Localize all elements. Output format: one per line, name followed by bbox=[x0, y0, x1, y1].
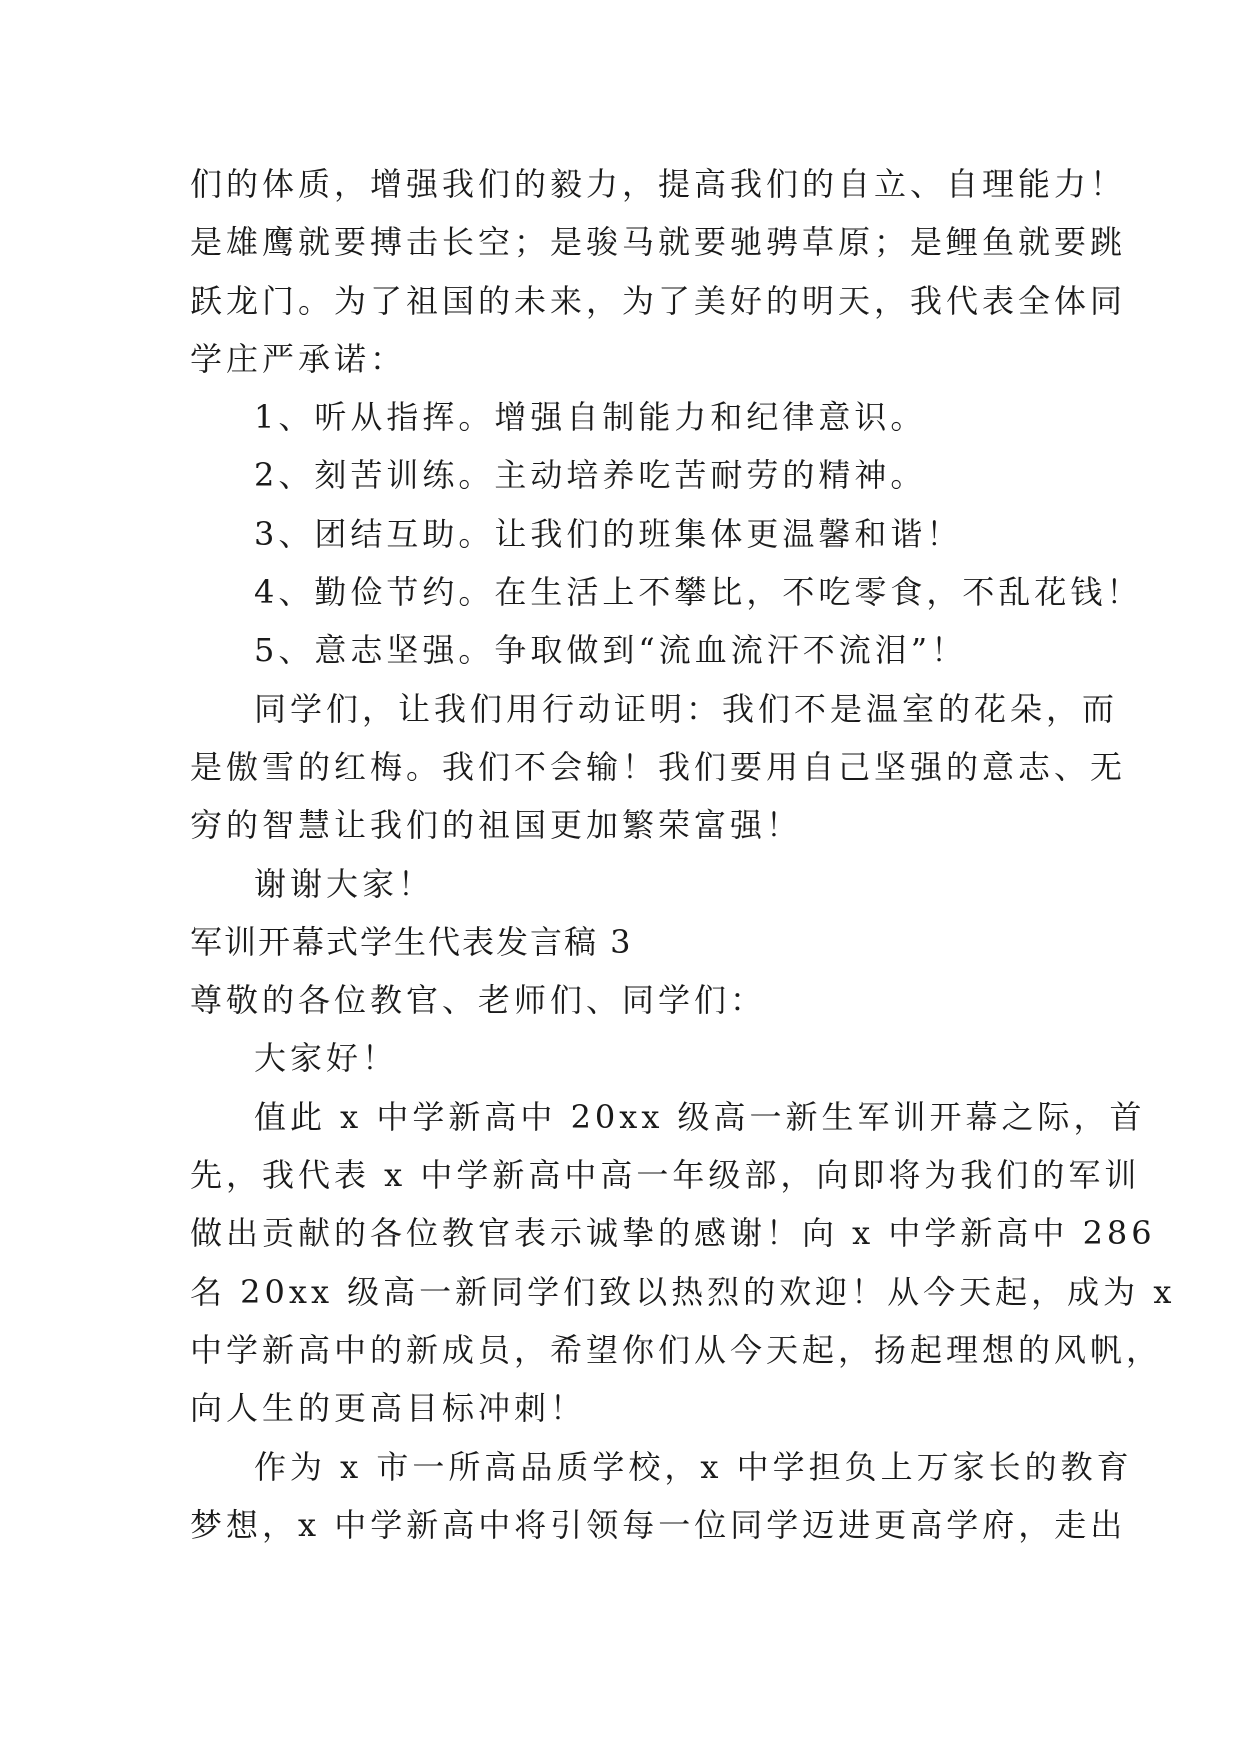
paragraph-line: 名 20xx 级高一新同学们致以热烈的欢迎！从今天起，成为 x bbox=[190, 1272, 1176, 1311]
paragraph-line: 值此 x 中学新高中 20xx 级高一新生军训开幕之际，首 bbox=[254, 1097, 1146, 1136]
greeting: 大家好！ bbox=[254, 1039, 399, 1078]
paragraph-line: 作为 x 市一所高品质学校，x 中学担负上万家长的教育 bbox=[254, 1447, 1133, 1486]
promise-item-1: 1、听从指挥。增强自制能力和纪律意识。 bbox=[254, 398, 927, 437]
promise-item-5: 5、意志坚强。争取做到“流血流汗不流泪”！ bbox=[254, 631, 968, 670]
promise-item-3: 3、团结互助。让我们的班集体更温馨和谐！ bbox=[254, 514, 963, 553]
paragraph-line: 中学新高中的新成员，希望你们从今天起，扬起理想的风帆， bbox=[190, 1330, 1163, 1369]
paragraph-line: 是雄鹰就要搏击长空；是骏马就要驰骋草原；是鲤鱼就要跳 bbox=[190, 223, 1127, 262]
paragraph-line: 穷的智慧让我们的祖国更加繁荣富强！ bbox=[190, 806, 803, 845]
paragraph-line: 同学们，让我们用行动证明：我们不是温室的花朵，而 bbox=[254, 689, 1119, 728]
paragraph-line: 跃龙门。为了祖国的未来，为了美好的明天，我代表全体同 bbox=[190, 281, 1127, 320]
document-page bbox=[190, 155, 1176, 1554]
paragraph-line: 学庄严承诺： bbox=[190, 339, 407, 378]
salutation: 尊敬的各位教官、老师们、同学们： bbox=[190, 981, 767, 1020]
paragraph-line: 向人生的更高目标冲刺！ bbox=[190, 1389, 587, 1428]
paragraph-line: 们的体质，增强我们的毅力，提高我们的自立、自理能力！ bbox=[190, 165, 1127, 203]
promise-item-4: 4、勤俭节约。在生活上不攀比，不吃零食，不乱花钱！ bbox=[254, 573, 1143, 612]
paragraph-line: 是傲雪的红梅。我们不会输！我们要用自己坚强的意志、无 bbox=[190, 747, 1127, 786]
promise-item-2: 2、刻苦训练。主动培养吃苦耐劳的精神。 bbox=[254, 456, 927, 495]
paragraph-line: 梦想，x 中学新高中将引领每一位同学迈进更高学府，走出 bbox=[190, 1505, 1127, 1544]
thanks-line: 谢谢大家！ bbox=[254, 864, 435, 903]
paragraph-line: 先，我代表 x 中学新高中高一年级部，向即将为我们的军训 bbox=[190, 1156, 1141, 1195]
section-title: 军训开幕式学生代表发言稿 3 bbox=[190, 922, 633, 961]
paragraph-line: 做出贡献的各位教官表示诚挚的感谢！向 x 中学新高中 286 bbox=[190, 1214, 1156, 1253]
